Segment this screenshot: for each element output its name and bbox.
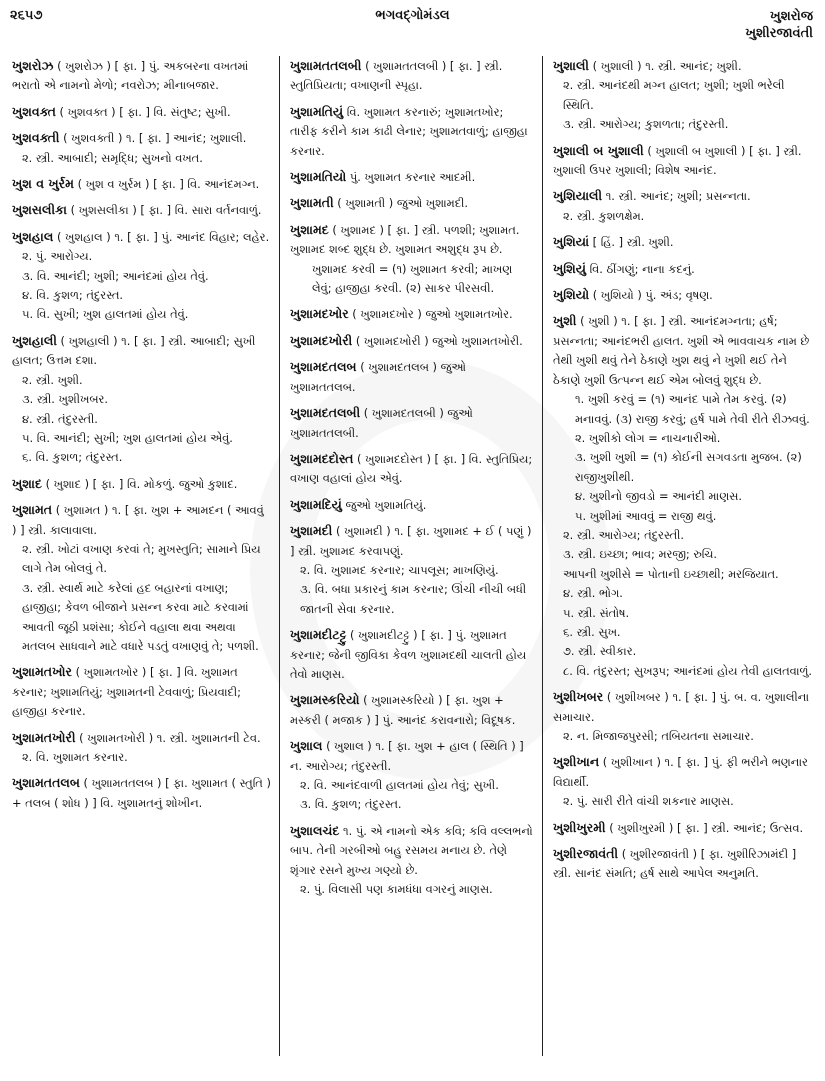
headword: ખુશામતિયું bbox=[290, 103, 344, 119]
dictionary-entry bbox=[553, 752, 817, 811]
definition: ( ખુશવક્તી ) ૧. [ ફા. ] આનંદ; ખુશાલી. bbox=[63, 131, 247, 146]
guide-word-first: ખુશરોજ bbox=[770, 9, 813, 24]
headword: ખુશીખુરમી bbox=[553, 819, 606, 835]
definition: ( ખુશાદ ) [ ફા. ] વિ. મોકળું. જુઓ કુશાદ. bbox=[45, 476, 238, 491]
headword: ખુશામતી bbox=[290, 195, 334, 211]
sense: ૪. સ્ત્રી. તંદુરસ્તી. bbox=[22, 411, 98, 426]
sense: ૬. સ્ત્રી. સુખ. bbox=[563, 624, 621, 639]
dictionary-entry bbox=[553, 186, 817, 226]
headword: ખુશામતતલબ bbox=[12, 775, 80, 791]
headword: ખુશામદતલબી bbox=[290, 405, 361, 421]
dictionary-entry bbox=[12, 200, 271, 220]
dictionary-entry bbox=[290, 102, 534, 161]
sense: ૫. વિ. આનંદી; સુખી; ખુશ હાલતમાં હોય એવું. bbox=[22, 430, 233, 445]
definition: ( ખુશીખાન ) ૧. [ ફા. ] પું. ફી ભરીને ભણનાર વિદ્યાર્થી. bbox=[553, 755, 808, 789]
sense: આપની ખુશીસે = પોતાની ઇચ્છાથી; મરજિયાત. bbox=[563, 566, 779, 581]
definition: ( ખુશામદતલબ ) જુઓ ખુશામતતલબ. bbox=[290, 360, 466, 394]
guide-words bbox=[745, 8, 813, 42]
headword: ખુશામતખોરી bbox=[12, 729, 76, 745]
definition: પું. ખુશામત કરનાર આદમી. bbox=[349, 170, 476, 185]
headword: ખુશાલી bbox=[553, 58, 590, 73]
dictionary-entry bbox=[12, 128, 271, 168]
definition: ( ખુશામદતલબી ) જુઓ ખુશામતતલબી. bbox=[290, 406, 473, 440]
dictionary-entry bbox=[290, 403, 534, 443]
sense: ૨. વિ. ખુશામદ કરનાર; ચાપલૂસ; માખણિયું. bbox=[300, 562, 499, 577]
definition: ( ખુશામદી ) ૧. [ ફા. ખુશામદ + ઈ ( પણું ) ] સ્ત્રી. ખુશામદ કરવાપણું. bbox=[290, 524, 532, 558]
definition: ૧. સ્ત્રી. આનંદ; ખુશી; પ્રસન્નતા. bbox=[605, 189, 751, 204]
headword: ખુશવક્તી bbox=[12, 130, 60, 146]
headword: ખુશીખબર bbox=[553, 689, 604, 705]
sense: ૩. વિ. બધા પ્રકારનું કામ કરનાર; ઊંચી નીચી બધી જાતની સેવા કરનાર. bbox=[300, 582, 527, 616]
definition: ( ખુશામતી ) જુઓ ખુશામદી. bbox=[337, 196, 468, 211]
definition: ( ખુશામદ ) [ ફા. ] સ્ત્રી. પળશી; ખુશામત. ખુશામદ શબ્દ શુદ્ધ છે. ખુશામત અશુદ્ધ રૂપ છે. bbox=[290, 222, 520, 257]
dictionary-entry bbox=[553, 232, 817, 252]
definition: ( ખુશિયો ) પું. અંડ; વૃષણ. bbox=[592, 288, 713, 303]
dictionary-entry bbox=[12, 500, 271, 656]
book-title: ભગવદ્ગોમંડલ bbox=[375, 8, 450, 23]
definition: ૧. પું. એ નામનો એક કવિ; કવિ વલ્લભનો બાપ. તેની ગરબીઓ બહુ રસમય મનાય છે. તેણે શૃંગાર રસને મુખ્ય ગણ્યો છે. bbox=[290, 823, 533, 877]
page-header bbox=[0, 0, 825, 56]
sense: ૨. સ્ત્રી. આનંદથી મગ્ન હાલત; ખુશી; ખુશી ભરેલી સ્થિતિ. bbox=[563, 78, 785, 112]
headword: ખુશામસ્કરિયો bbox=[290, 692, 360, 708]
dictionary-entry bbox=[12, 331, 271, 468]
dictionary-entry bbox=[290, 220, 534, 299]
sense: ૩. સ્ત્રી. આરોગ્ય; કુશળતા; તંદુરસ્તી. bbox=[563, 117, 729, 132]
definition: ( ખુશામતખોરી ) ૧. સ્ત્રી. ખુશામતની ટેવ. bbox=[79, 730, 261, 745]
headword: ખુશહાલી bbox=[12, 332, 57, 348]
headword: ખુશામત bbox=[12, 502, 53, 518]
definition: વિ. ઠીંગણું; નાના કદનું. bbox=[589, 261, 695, 276]
definition: ( ખુશ વ ખુર્રમ ) [ ફા. ] વિ. આનંદમગ્ન. bbox=[77, 177, 260, 192]
dictionary-entry bbox=[290, 625, 534, 684]
definition: ( ખુશસલીકા ) [ ફા. ] વિ. સારા વર્તનવાળું. bbox=[70, 203, 262, 218]
definition: ( ખુશામદદોસ્ત ) [ ફા. ] વિ. સ્તુતિપ્રિય; વખાણ વહાલાં હોય એવું. bbox=[290, 451, 533, 486]
dictionary-entry bbox=[290, 449, 534, 489]
definition: ( ખુશામદખોરી ) જુઓ ખુશામતખોરી. bbox=[355, 333, 523, 348]
dictionary-entry bbox=[12, 56, 271, 96]
headword: ખુશાલી બ ખુશાલી bbox=[553, 142, 644, 158]
definition: જુઓ ખુશામતિયું. bbox=[345, 497, 427, 512]
definition: ( ખુશામત ) ૧. [ ફા. ખુશ + આમદન ( આવવું ) ] સ્ત્રી. કાલાવાલા. bbox=[12, 503, 264, 537]
sense: ૮. વિ. તંદુરસ્ત; સુખરૂપ; આનંદમાં હોય તેવી હાલતવાળું. bbox=[563, 663, 813, 678]
sense: ૩. સ્ત્રી. ઇચ્છા; ભાવ; મરજી; રુચિ. bbox=[563, 547, 718, 562]
sense: ૨. સ્ત્રી. આબાદી; સમૃદ્ધિ; સુખનો વખત. bbox=[22, 150, 203, 165]
headword: ખુશાલચંદ bbox=[290, 822, 340, 838]
dictionary-entry bbox=[290, 304, 534, 324]
sense: ૩. વિ. કુશળ; તંદુરસ્ત. bbox=[300, 797, 402, 812]
sense: ૨. સ્ત્રી. કુશળક્ષેમ. bbox=[563, 208, 645, 223]
dictionary-entry bbox=[290, 331, 534, 351]
dictionary-entry bbox=[553, 56, 817, 135]
idiom: ૨. ખુશીકો લોગ = નાચનારીઓ. bbox=[575, 430, 721, 445]
sense: ૨. વિ. ખુશામત કરનાર. bbox=[22, 750, 128, 764]
dictionary-entry bbox=[290, 167, 534, 187]
dictionary-entry bbox=[12, 773, 271, 813]
sense: ૫. વિ. સુખી; ખુશ હાલતમાં હોય તેવું. bbox=[22, 307, 189, 322]
definition: ( ખુશાલી બ ખુશાલી ) [ ફા. ] સ્ત્રી. ખુશાલી ઉપર ખુશાલી; વિશેષ આનંદ. bbox=[553, 143, 802, 178]
dictionary-entry bbox=[290, 56, 534, 96]
headword: ખુશિયાલી bbox=[553, 188, 603, 204]
sense: ૩. સ્ત્રી. સ્વાર્થ માટે કરેલાં હદ બહારનાં વખાણ; હાજીહા; કેવળ બીજાને પ્રસન્ન કરવા માટે કરવામાં આવતી જૂઠી પ્રશંસા; કોઈને વહાલા થવા અથવા મતલબ સાધવાને માટે વધારે પડતું વખાણવું તે; પળશી. bbox=[22, 580, 259, 653]
idiom: ૫. ખુશીમાં આવવું = રાજી થવું. bbox=[575, 508, 717, 523]
headword: ખુશામદખોરી bbox=[290, 332, 353, 348]
definition: ( ખુશીખબર ) ૧. [ ફા. ] પું. બ. વ. ખુશાલીના સમાચાર. bbox=[553, 690, 810, 724]
definition: ( ખુશામદીટટ્ટુ ) [ ફા. ] પું. ખુશામત કરનાર; જેની જીવિકા કેવળ ખુશામદથી ચાલતી હોય તેવો માણસ. bbox=[290, 628, 527, 681]
page-number: ૨૬૫૭ bbox=[10, 8, 43, 23]
sense: ૨. વિ. આનંદવાળી હાલતમાં હોય તેવું; સુખી. bbox=[300, 778, 499, 792]
headword: ખુશામદ bbox=[290, 221, 329, 237]
definition: વિ. ખુશામત કરનારું; ખુશામતખોર; તારીફ કરીને કામ કાઢી લેનાર; ખુશામતવાળું; હાજીહા કરનાર. bbox=[290, 104, 528, 158]
headword: ખુશામદીટટ્ટુ bbox=[290, 627, 347, 643]
headword: ખુશિયો bbox=[553, 287, 590, 303]
idiom: ખુશામદ કરવી = (૧) ખુશામત કરવી; માખણ લેવું; હાજીહા કરવી. (૨) સાકર પીરસવી. bbox=[312, 261, 513, 296]
sense: ૨. પું. સારી રીતે વાંચી શકનાર માણસ. bbox=[563, 794, 734, 809]
headword: ખુશાલ bbox=[290, 738, 323, 754]
idiom: ૧. ખુશી કરવું = (૧) આનંદ પામે તેમ કરવું. (૨) મનાવવું. (૩) રાજી કરવું; હર્ષ પામે તેવી રીતે રીઝવવું. bbox=[575, 392, 810, 426]
dictionary-entry bbox=[290, 495, 534, 515]
sense: ૫. સ્ત્રી. સંતોષ. bbox=[563, 605, 630, 620]
sense: ૨. સ્ત્રી. ખુશી. bbox=[22, 372, 83, 387]
column-1 bbox=[0, 56, 280, 1056]
definition: ( ખુશી ) ૧. [ ફા. ] સ્ત્રી. આનંદમગ્નતા; હર્ષ; પ્રસન્નતા; આનંદભરી હાલત. ખુશી એ ભાવવાચક નામ છે તેથી ખુશી થવું તેને ઠેકાણે ખુશ થવું ને ખુશી થઈ તેને ઠેકાણે ખુશી ઉત્પન્ન થઈ એમ બોલવું શુદ્ધ છે. bbox=[553, 314, 810, 387]
definition: ( ખુશામતતલબ ) [ ફા. ખુશામત ( સ્તુતિ ) + તલબ ( શોધ ) ] વિ. ખુશામતનું શોખીન. bbox=[12, 776, 271, 810]
dictionary-columns bbox=[0, 56, 825, 1066]
definition: ( ખુશીરજાવંતી ) [ ફા. ખુશીરિઝામંદી ] સ્ત્રી. સાનંદ સંમતિ; હર્ષ સાથે આપેલ અનુમતિ. bbox=[553, 847, 797, 881]
dictionary-entry bbox=[553, 844, 817, 884]
dictionary-entry bbox=[553, 818, 817, 838]
headword: ખુશસલીકા bbox=[12, 202, 67, 218]
dictionary-entry bbox=[12, 102, 271, 122]
headword: ખુશી bbox=[553, 313, 577, 329]
definition: ( ખુશીખુરમી ) [ ફા. ] સ્ત્રી. આનંદ; ઉત્સવ. bbox=[609, 820, 804, 835]
dictionary-entry bbox=[553, 311, 817, 681]
headword: ખુશામદિયું bbox=[290, 496, 342, 512]
definition: ( ખુશહાલ ) ૧. [ ફા. ] પું. આનંદ વિહાર; લહેર. bbox=[56, 229, 270, 244]
headword: ખુશાદ bbox=[12, 475, 42, 491]
definition: ( ખુશહાલી ) ૧. [ ફા. ] સ્ત્રી. આબાદી; સુખી હાલત; ઉત્તમ દશા. bbox=[12, 333, 256, 368]
dictionary-entry bbox=[553, 141, 817, 181]
guide-word-last: ખુશીરજાવંતી bbox=[745, 26, 813, 41]
headword: ખુશહાલ bbox=[12, 228, 54, 244]
headword: ખુશરોઝ bbox=[12, 58, 54, 73]
definition: ( ખુશામતખોર ) [ ફા. ] વિ. ખુશામત કરનાર; ખુશામતિયું; ખુશામતની ટેવવાળું; પ્રિયવાદી; હાજીહા કરનાર. bbox=[12, 665, 241, 719]
dictionary-entry bbox=[12, 662, 271, 721]
dictionary-entry bbox=[290, 736, 534, 815]
sense: ૩. સ્ત્રી. ખુશીખબર. bbox=[22, 392, 108, 407]
sense: ૨. સ્ત્રી. આરોગ્ય; તંદુરસ્તી. bbox=[563, 527, 684, 542]
dictionary-entry bbox=[290, 357, 534, 397]
headword: ખુશામદતલબ bbox=[290, 359, 357, 375]
dictionary-entry bbox=[553, 259, 817, 279]
sense: ૬. વિ. કુશળ; તંદુરસ્ત. bbox=[22, 450, 123, 465]
sense: ૨. પું. આરોગ્ય. bbox=[22, 249, 93, 264]
headword: ખુશવક્ત bbox=[12, 103, 56, 119]
column-3 bbox=[543, 56, 825, 1056]
headword: ખુશામદદોસ્ત bbox=[290, 450, 354, 466]
definition: ( ખુશરોઝ ) [ ફા. ] પું. અકબરના વખતમાં ભરાતો એ નામનો મેળો; નવરોઝ; મીનાબજાર. bbox=[12, 59, 249, 93]
headword: ખુશ વ ખુર્રમ bbox=[12, 176, 74, 192]
dictionary-entry bbox=[290, 690, 534, 730]
dictionary-entry bbox=[12, 227, 271, 325]
sense: ૭. સ્ત્રી. સ્વીકાર. bbox=[563, 644, 637, 659]
dictionary-entry bbox=[290, 521, 534, 619]
dictionary-entry bbox=[553, 687, 817, 746]
idiom: ૪. ખુશીનો જીવડો = આનંદી માણસ. bbox=[575, 489, 742, 504]
sense: ૩. વિ. આનંદી; ખુશી; આનંદમાં હોય તેવું. bbox=[22, 268, 209, 283]
sense: ૨. પું. વિલાસી પણ કામધંધા વગરનું માણસ. bbox=[300, 882, 493, 897]
definition: [ હિં. ] સ્ત્રી. ખુશી. bbox=[592, 235, 674, 250]
definition: ( ખુશામદખોર ) જુઓ ખુશામતખોર. bbox=[352, 307, 513, 322]
sense: ૨. સ્ત્રી. ખોટાં વખાણ કરવાં તે; મુખસ્તુતિ; સામાને પ્રિય લાગે તેમ બોલવું તે. bbox=[22, 541, 261, 576]
headword: ખુશામદી bbox=[290, 523, 333, 539]
headword: ખુશામદખોર bbox=[290, 306, 349, 322]
dictionary-entry bbox=[290, 193, 534, 213]
definition: ( ખુશાલ ) ૧. [ ફા. ખુશ + હાલ ( સ્થિતિ ) ] ન. આરોગ્ય; તંદુરસ્તી. bbox=[290, 739, 524, 773]
headword: ખુશામતિયો bbox=[290, 169, 347, 185]
definition: ( ખુશવક્ત ) [ ફા. ] વિ. સંતુષ્ટ; સુખી. bbox=[59, 104, 231, 119]
sense: ૨. ન. મિજાજપુરસી; તબિયતના સમાચાર. bbox=[563, 729, 754, 743]
dictionary-entry bbox=[553, 285, 817, 305]
sense: ૪. સ્ત્રી. ભોગ. bbox=[563, 586, 623, 601]
headword: ખુશિયાં bbox=[553, 234, 590, 250]
headword: ખુશીખાન bbox=[553, 754, 600, 770]
dictionary-entry bbox=[12, 728, 271, 768]
dictionary-entry bbox=[12, 174, 271, 194]
headword: ખુશામતખોર bbox=[12, 664, 72, 680]
definition: ( ખુશામતતલબી ) [ ફા. ] સ્ત્રી. સ્તુતિપ્રિયતા; વખાણની સ્પૃહા. bbox=[290, 59, 503, 93]
sense: ૪. વિ. કુશળ; તંદુરસ્ત. bbox=[22, 288, 124, 303]
headword: ખુશીરજાવંતી bbox=[553, 846, 619, 862]
definition: ( ખુશાલી ) ૧. સ્ત્રી. આનંદ; ખુશી. bbox=[592, 59, 742, 73]
idiom: ૩. ખુશી ખુશી = (૧) કોઈની સગવડતા મુજબ. (૨) રાજીખુશીથી. bbox=[575, 450, 802, 484]
dictionary-entry bbox=[290, 821, 534, 900]
dictionary-entry bbox=[12, 474, 271, 494]
headword: ખુશિયું bbox=[553, 260, 586, 276]
definition: ( ખુશામસ્કરિયો ) [ ફા. ખુશ + મસ્કરી ( મજાક ) ] પું. આનંદ કરાવનારો; વિદૂષક. bbox=[290, 693, 516, 727]
headword: ખુશામતતલબી bbox=[290, 58, 362, 73]
column-2 bbox=[280, 56, 543, 1056]
